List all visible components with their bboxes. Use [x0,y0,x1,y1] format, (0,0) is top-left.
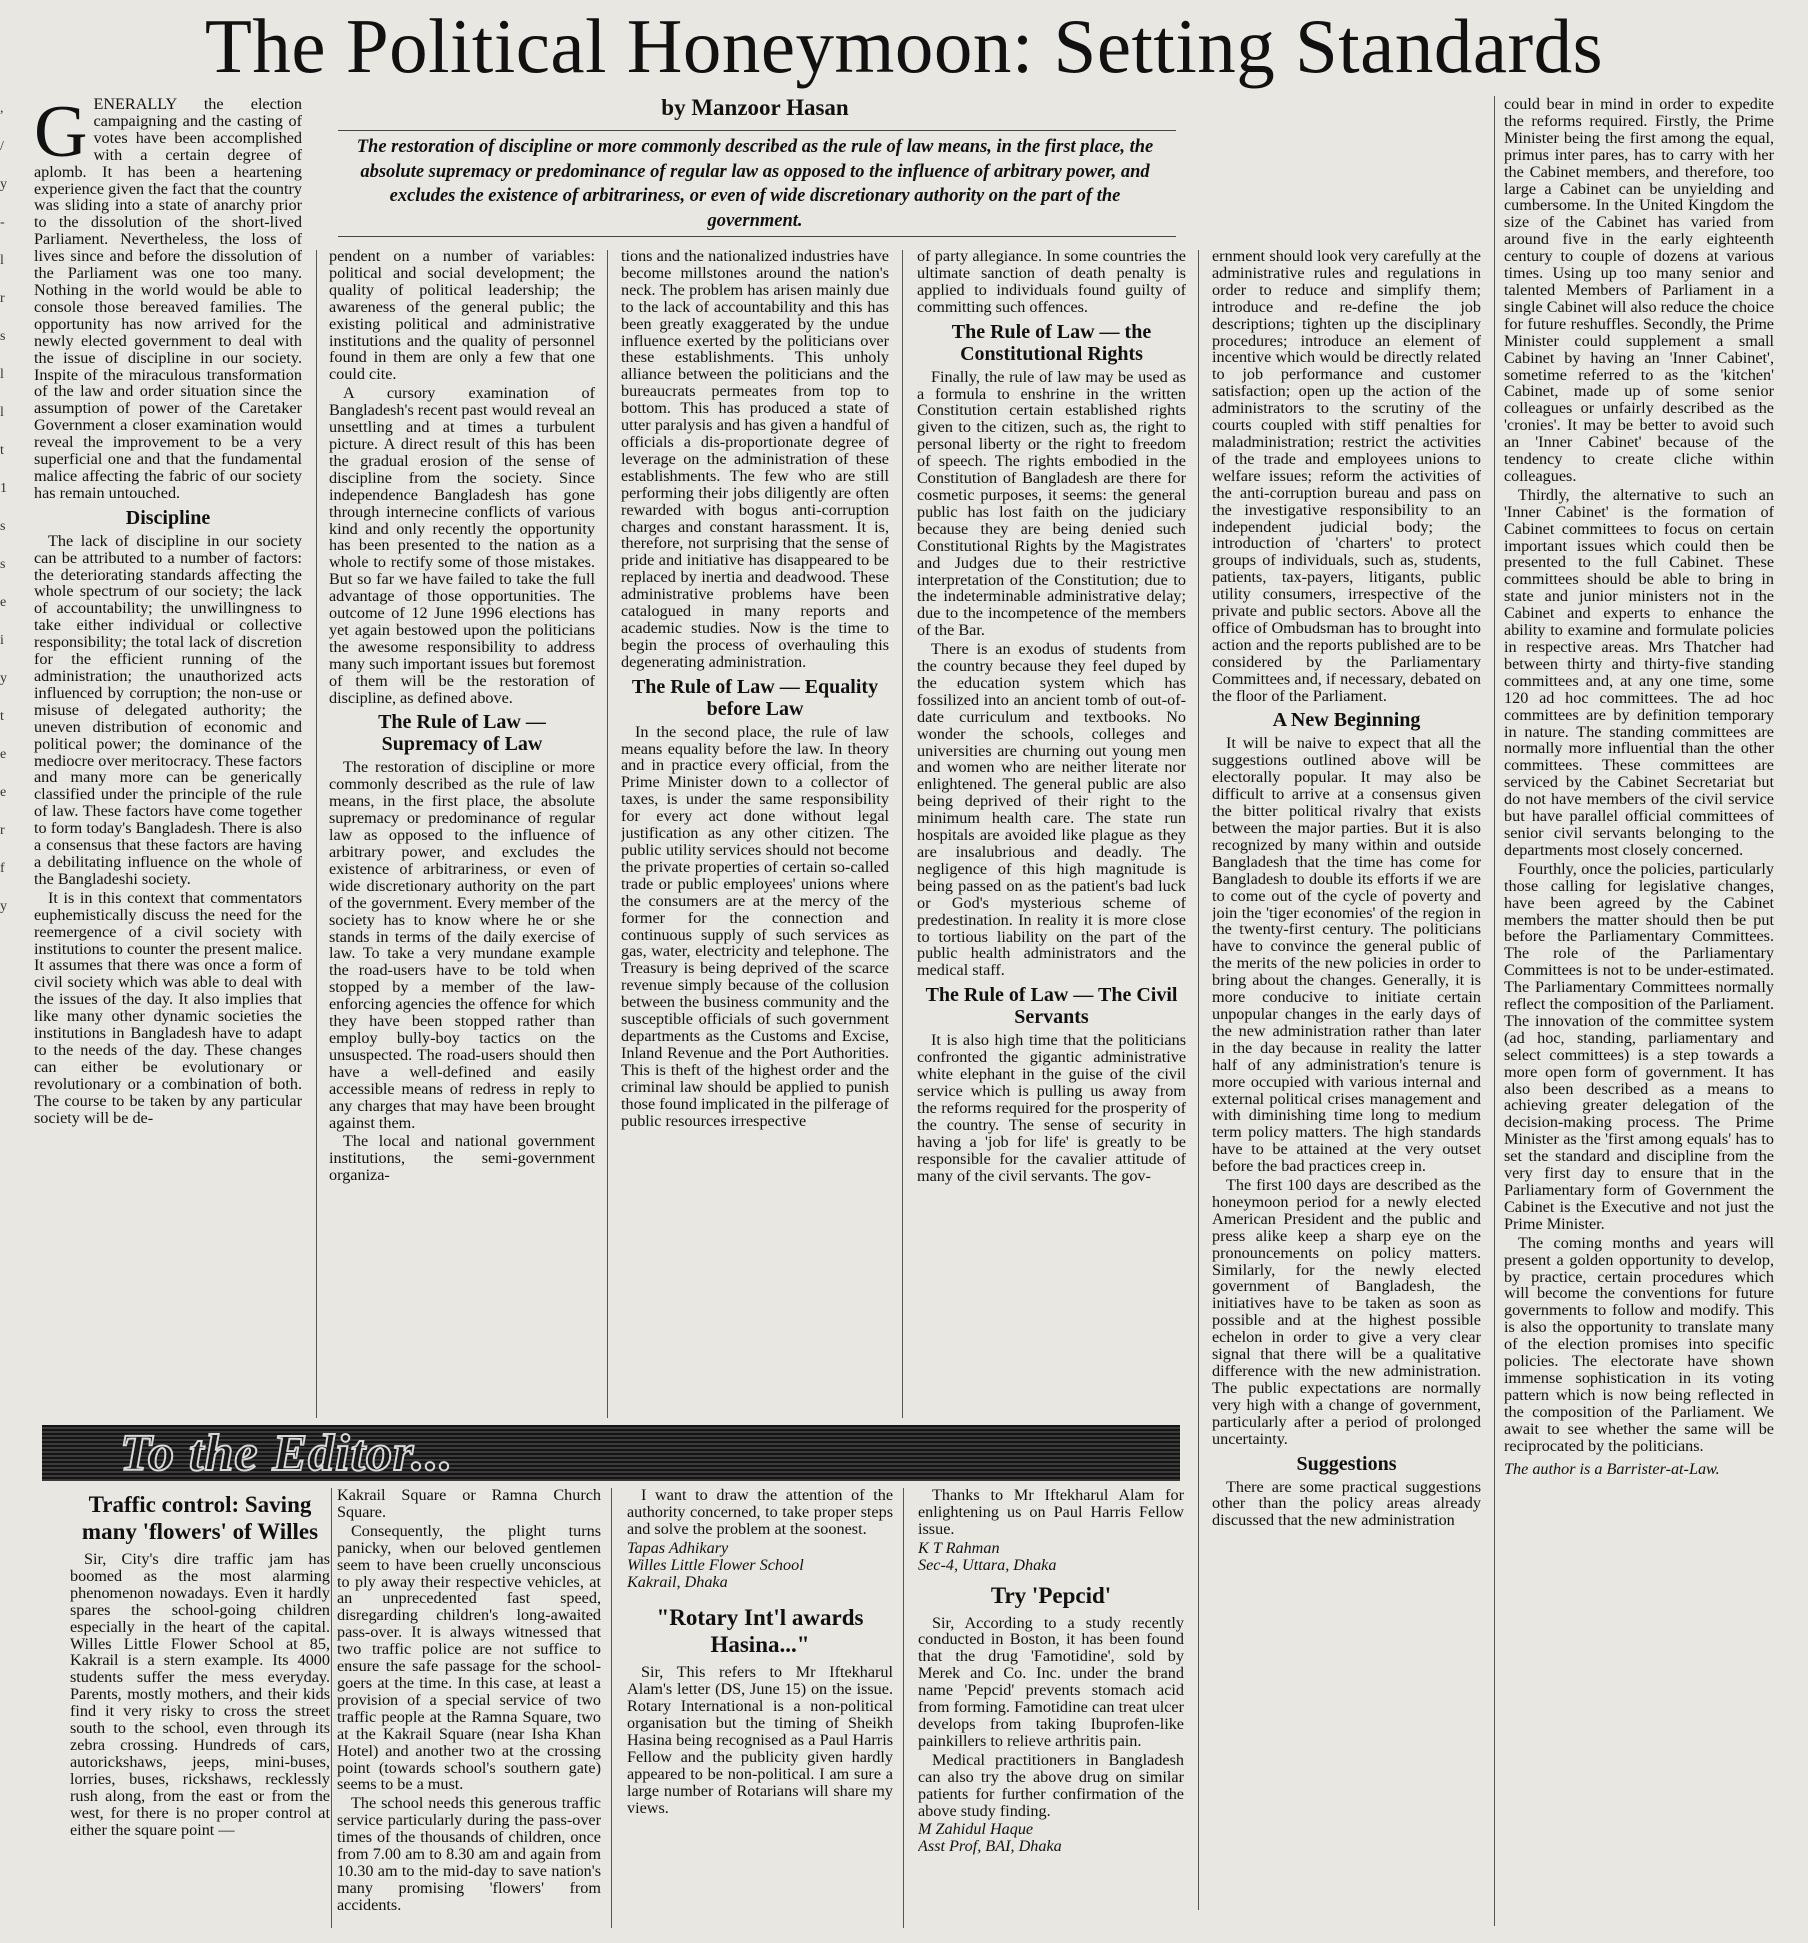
article-column-5 [1212,248,1481,1913]
standfirst-top-rule [338,130,1176,131]
letter-paragraph: Sir, According to a study recently conducted in Boston, it has been found that the drug 'Famotidine', sold by Merek and Co. Inc. under the brand name 'Pepcid' prevents stomach acid from forming. Famotidine can treat ulcer develops from taking Ibuprofen-like painkillers to relieve arthritis pain. [918,1613,1184,1750]
letter-paragraph: Medical practitioners in Bangladesh can also try the above drug on similar patients for further confirmation of the above study finding. [918,1750,1184,1820]
paragraph: A cursory examination of Bangladesh's recent past would reveal an unsettling and at times a turbulent picture. A direct result of this has been the gradual erosion of the sense of discipline from the society. Since independence Bangladesh has gone through internecine conflicts of various kind and only recently the opportunity has been presented to the nation as a whole to rectify some of those mistakes. But so far we have failed to take the full advantage of those opportunities. The outcome of 12 June 1996 elections has yet again bestowed upon the politicians the awesome responsibility to address many such important issues but foremost of them will be the restoration of discipline, as defined above. [329,384,595,707]
letter-signature-name: K T Rahman [918,1538,1000,1557]
article-column-1 [34,96,302,1421]
letter-signature-line: Willes Little Flower School [627,1555,804,1574]
letters-section-title: To the Editor... [120,1425,454,1482]
column-rule [1198,250,1199,1910]
letter-paragraph: Sir, City's dire traffic jam has boomed as the most alarming phenomenon nowadays. Even it hardly spares the school-going children especially in the heart of the capital. Willes Little Flower School at 85, Kakrail is a stern example. Its 4000 students suffer the mess everyday. Parents, mostly mothers, and their kids find it very risky to cross the street south to the school, even through its zebra crossing. Hundreds of cars, autorickshaws, jeeps, mini-buses, lorries, buses, rickshaws, recklessly rush along, from the east or from the west, for there is no proper control at either the square point — [70,1550,330,1839]
paragraph: The first 100 days are described as the honeymoon period for a newly elected American President and the public and press alike keep a sharp eye on the pronouncements on policy matters. Similarly, for the newly elected government of Bangladesh, the initiatives have to be taken as soon as possible and at the highest possible echelon in order to give a very clear signal that there will be a qualitative difference with the new administration. The public expectations are normally very high with a change of government, particularly after a period of prolonged uncertainty. [1212,1176,1481,1448]
column-rule [903,1488,904,1928]
subhead-equality-before-law: The Rule of Law — Equality before Law [631,675,879,720]
paragraph: There are some practical suggestions other than the policy areas already discussed that the new administration [1212,1477,1481,1530]
paragraph: It will be naive to expect that all the suggestions outlined above will be electorally popular. It may also be difficult to arrive at a consensus given the bitter political rivalry that exists between the major parties. But it is also recognized by many within and outside Bangladesh that the time has come for Bangladesh to double its efforts if we are to come out of the cycle of poverty and join the 'tiger economies' of the region in the twenty-first century. The politicians have to convince the general public of the merits of the new policies in order to bring about the changes. Generally, it is more conducive to initiate certain unpopular changes in the early days of the new administration rather than later in the day because in reality the latter half of any administration's tenure is more occupied with various internal and external political crises management and with diminishing time long to medium term policy matters. The high standards have to be attained at the very outset before the bad practices creep in. [1212,734,1481,1176]
letter-paragraph: I want to draw the attention of the authority concerned, to take proper steps and solve the problem at the soonest. [627,1487,893,1538]
letter-signature-line: Sec-4, Uttara, Dhaka [918,1555,1057,1574]
letter-signature-line: Kakrail, Dhaka [627,1572,728,1591]
letter-paragraph: Thanks to Mr Iftekharul Alam for enlightening us on Paul Harris Fellow issue. [918,1487,1184,1538]
subhead-supremacy-of-law: The Rule of Law — Supremacy of Law [378,711,546,756]
paragraph: Thirdly, the alternative to such an 'Inner Cabinet' is the formation of Cabinet committees to focus on certain important issues which could then be presented to the full Cabinet. These committees should be able to bring in state and junior ministers not in the Cabinet and experts to enhance the ability to examine and formulate policies in respective areas. Mrs Thatcher had between thirty and thirty-five standing committees and, at any one time, some 120 ad hoc committees. The ad hoc committees are by definition temporary in nature. The standing committees are normally more influential than the other committees. These committees are serviced by the Cabinet Secretariat but do not have members of the civil service but have parallel official committees of senior civil servants belonging to the departments most closely concerned. [1504,485,1774,859]
letter-signature-name: M Zahidul Haque [918,1820,1034,1839]
paragraph: It is also high time that the politicians confronted the gigantic administrative white elephant in the guise of the civil service which is pulling us away from the reforms required for the prosperity of the country. The sense of security in having a 'job for life' is greatly to be responsible for the cavalier attitude of many of the civil servants. The gov- [917,1031,1186,1185]
letter-paragraph: Kakrail Square or Ramna Church Square. [337,1487,601,1521]
letter-paragraph: Consequently, the plight turns panicky, when our beloved gentlemen seem to have been cruelly unconscious to ply away their respective vehicles, at an unprecedented fast speed, disregarding children's long-awaited pass-over. It is always witnessed that two traffic police are not suffice to ensure the safe passage for the school-goers at the time. In this case, at least a provision of a special service of two traffic people at the Ramna Square, two at the Kakrail Square (near Isha Khan Hotel) and another two at the crossing point (towards school's southern gate) seems to be a must. [337,1521,601,1794]
paragraph: ernment should look very carefully at the administrative rules and regulations in order to reduce and simplify them; introduce and re-define the job descriptions; tighten up the disciplinary procedures; introduce an element of incentive which would be directly related to job performance and customer satisfaction; open up the action of the administrators to the scrutiny of the courts coupled with stiff penalties for maladministration; restrict the activities of the trade and employees unions to welfare issues; reform the activities of the anti-corruption bureau and pass on the investigative responsibility to an independent judicial body; the introduction of 'charters' to protect groups of individuals, such as, students, patients, tax-payers, litigants, public utility consumers, irrespective of the private and public sectors. Above all the office of Ombudsman has to brought into action and the reports published are to be considered by the Parliamentary Committees and, if necessary, debated on the floor of the Parliament. [1212,248,1481,705]
letter-signature-name: Tapas Adhikary [627,1538,729,1557]
column-rule [1494,96,1495,1926]
author-note: The author is a Barrister-at-Law. [1504,1459,1720,1478]
byline: by Manzoor Hasan [661,95,849,120]
letters-column-3 [627,1487,893,1927]
column-rule [607,250,608,1418]
article-column-4 [917,248,1186,1420]
column-rule [902,250,903,1418]
paragraph: could bear in mind in order to expedite the reforms required. Firstly, the Prime Minister being the first among the equal, primus inter pares, has to carry with her the Cabinet members, and therefore, too large a Cabinet can be unyielding and cumbersome. In the United Kingdom the size of the Cabinet has varied from around five in the early eighteenth century to couple of dozens at various times. Using up too many senior and talented Members of Parliament in a single Cabinet will also reduce the choice for future reshuffles. Secondly, the Prime Minister could supplement a small Cabinet by having an 'Inner Cabinet', sometime referred to as the 'kitchen' Cabinet, made up of some senior colleagues or unfairly described as the 'cronies'. It may be better to avoid such an 'Inner Cabinet' because of the tendency to create cliche within colleagues. [1504,96,1774,485]
subhead-constitutional-rights: The Rule of Law — the Constitutional Rights [951,320,1152,365]
letter-title-rotary: "Rotary Int'l awards Hasina..." [656,1605,864,1658]
column-rule [331,1488,332,1928]
drop-cap: G [34,96,88,173]
letter-paragraph: The school needs this generous traffic service particularly during the pass-over times of the thousands of children, once from 7.00 am to 8.30 am and again from 10.30 am to the mid-day to save nation's many promising 'flowers' from accidents. [337,1794,601,1914]
article-column-3 [621,248,889,1420]
subhead-discipline: Discipline [125,506,211,529]
paragraph: In the second place, the rule of law means equality before the law. In theory and in practice every official, from the Prime Minister down to a collector of taxes, is under the same responsibility for every act done without legal justification as any other citizen. The public utility services should not become the private properties of certain so-called trade or public employees' unions where the consumers are at the mercy of the former for the connection and continuous supply of such services as gas, water, electricity and telephone. The Treasury is being deprived of the scarce revenue simply because of the collusion between the business community and the susceptible officials of such government departments as the Customs and Excise, Inland Revenue and the Port Authorities. This is theft of the highest order and the criminal law should be applied to punish those found implicated in the pilferage of public resources irrespective [621,722,889,1130]
letters-column-4 [918,1487,1184,1927]
paragraph: pendent on a number of variables: political and social development; the quality of political leadership; the awareness of the general public; the existing political and administrative institutions and the quality of personnel found in them are only a few that one could cite. [329,248,595,384]
paragraph: The coming months and years will present a golden opportunity to develop, by practice, certain procedures which will become the conventions for future governments to follow and modify. This is also the opportunity to translate many of the election promises into specific policies. The electorate have shown immense sophistication in its voting pattern which is now being reflected in the composition of the Parliament. We await to see whether the same will be reciprocated by the politicians. [1504,1233,1774,1455]
intro-paragraph: GENERALLY the election campaigning and the casting of votes have been accomplished with a certain degree of aplomb. It has been a heartening experience given the fact that the country was sliding into a state of anarchy prior to the dissolution of the short-lived Parliament. Nevertheless, the loss of lives since and before the dissolution of the Parliament was one too many. Nothing in the world would be able to console those bereaved families. The opportunity has now arrived for the newly elected government to deal with the issue of discipline in our society. Inspite of the miraculous transformation of the law and order situation since the assumption of power of the Caretaker Government a closer examination would reveal the improvement to be a very superficial one and that the fundamental malice affecting the fabric of our society has remain untouched. [34,96,302,502]
standfirst: The restoration of discipline or more commonly described as the rule of law means, in the first place, the absolute supremacy or predominance of regular law as opposed to the influence of arbitrary power, and excludes the existence of arbitrariness, or even of wide discretionary authority on the part of the government. [356,137,1154,231]
subhead-new-beginning: A New Beginning [1272,709,1421,732]
article-column-6 [1504,96,1774,1934]
column-rule [611,1488,612,1928]
paragraph: Finally, the rule of law may be used as a formula to enshrine in the written Constitution certain established rights given to the citizen, such as, the right to personal liberty or the right to freedom of speech. The rights embodied in the Constitution of Bangladesh are there for cosmetic purposes, it seems: the general public has lost faith on the judiciary because they are being denied such Constitutional Rights by the Magistrates and Judges due to their restrictive interpretation of the Constitution; due to the indeterminable administrative delay; due to the incompetence of the members of the Bar. [917,367,1186,640]
letters-column-2 [337,1487,601,1927]
letter-title-pepcid: Try 'Pepcid' [990,1582,1112,1608]
subhead-civil-servants: The Rule of Law — The Civil Servants [925,984,1178,1029]
paragraph: The local and national government institutions, the semi-government organiza- [329,1132,595,1185]
paragraph: Fourthly, once the policies, particularly those calling for legislative changes, have been agreed by the Cabinet members the matter should then be put before the Parliamentary Committees. The role of the Parliamentary Committees is not to be under-estimated. The Parliamentary Committees normally reflect the composition of the Parliament. The innovation of the committee system (ad hoc, standing, parliamentary and select committees) is a step towards a more open form of government. It has also been described as a means to achieving greater delegation of the decision-making process. The Prime Minister as the 'first among equals' has to set the standard and discipline from the very first day to ensure that in the Parliamentary form of Government the Cabinet is the Executive and not just the Prime Minister. [1504,859,1774,1233]
paragraph: The lack of discipline in our society can be attributed to a number of factors: the deteriorating standards affecting the whole spectrum of our society; the lack of accountability; the unwillingness to take either individual or collective responsibility; the total lack of discretion for the efficient running of the administration; the unauthorized acts influenced by corruption; the non-use or misuse of delegated authority; the uneven distribution of economic and political power; the dominance of the mediocre over meritocracy. These factors and many more can be generically classified under the principle of the rule of law. These factors have come together to form today's Bangladesh. There is also a consensus that these factors are having a debilitating influence on the whole of the Bangladeshi society. [34,531,302,888]
letter-paragraph: Sir, This refers to Mr Iftekharul Alam's letter (DS, June 15) on the issue. Rotary International is a non-political organisation but the timing of Sheikh Hasina being recognised as a Paul Harris Fellow and the publicity given hardly appeared to be non-political. I am sure a large number of Rotarians will share my views. [627,1663,893,1817]
cropped-margin-text: , / y - l r s l l t 1 s s e i y t e e r f y [0,101,7,914]
paragraph: tions and the nationalized industries have become millstones around the nation's neck. The problem has arisen mainly due to the lack of accountability and this has been greatly exaggerated by the undue influence exerted by the politicians over these establishments. This unholy alliance between the politicians and the bureaucrats permeates from top to bottom. This has produced a state of utter paralysis and has given a handful of officials a dis-proportionate degree of leverage on the administration of these establishments. The few who are still performing their jobs diligently are often rewarded with bogus anti-corruption charges and constant harassment. It is, therefore, not surprising that the sense of pride and initiative has disappeared to be replaced by inertia and deadwood. These administrative problems have been catalogued in many reports and academic studies. Now is the time to begin the process of overhauling this degenerating administration. [621,248,889,671]
column-rule [316,250,317,1418]
standfirst-bottom-rule [338,236,1176,237]
paragraph: There is an exodus of students from the country because they feel duped by the education system which has fossilized into an ancient tomb of out-of-date curriculum and textbooks. No wonder the schools, colleges and universities are churning out young men and women who are neither literate nor enlightened. The general public are also being deprived of their right to the minimum health care. The state run hospitals are avoided like plague as they are insalubrious and deadly. The negligence of this high magnitude is being passed on as the patient's bad luck or God's mysterious scheme of predestination. In reality it is more close to tortious liability on the part of the public health administrators and the medical staff. [917,640,1186,980]
letter-title-traffic-control: Traffic control: Saving many 'flowers' of Willes [81,1492,319,1544]
letter-signature-line: Asst Prof, BAI, Dhaka [918,1837,1062,1856]
paragraph: of party allegiance. In some countries the ultimate sanction of death penalty is applied to individuals found guilty of committing such offences. [917,248,1186,316]
letters-column-1 [70,1487,330,1927]
paragraph: It is in this context that commentators euphemistically discuss the need for the reemergence of a civil society with institutions to counter the present malice. It assumes that there was once a form of civil society which was able to deal with the issues of the day. It also implies that like many other dynamic societies the institutions in Bangladesh have to adapt to the needs of the day. These changes can either be evolutionary or revolutionary or a combination of both. The course to be taken by any particular society will be de- [34,888,302,1127]
article-column-2 [329,248,595,1420]
headline: The Political Honeymoon: Setting Standards [204,3,1604,89]
subhead-suggestions: Suggestions [1296,1452,1397,1475]
paragraph: The restoration of discipline or more commonly described as the rule of law means, in the first place, the absolute supremacy or predominance of regular law as opposed to the influence of arbitrary power, and excludes the existence of arbitrariness, or even of wide discretionary authority on the part of the government. Every member of the society has to know where he or she stands in terms of the daily exercise of law. To take a very mundane example the road-users have to be told when stopped by a member of the law-enforcing agencies the offence for which they have been stopped rather than employ bully-boy tactics on the unsuspected. The road-users should then have a well-defined and easily accessible means of redress in reply to any charges that may have been brought against them. [329,758,595,1132]
